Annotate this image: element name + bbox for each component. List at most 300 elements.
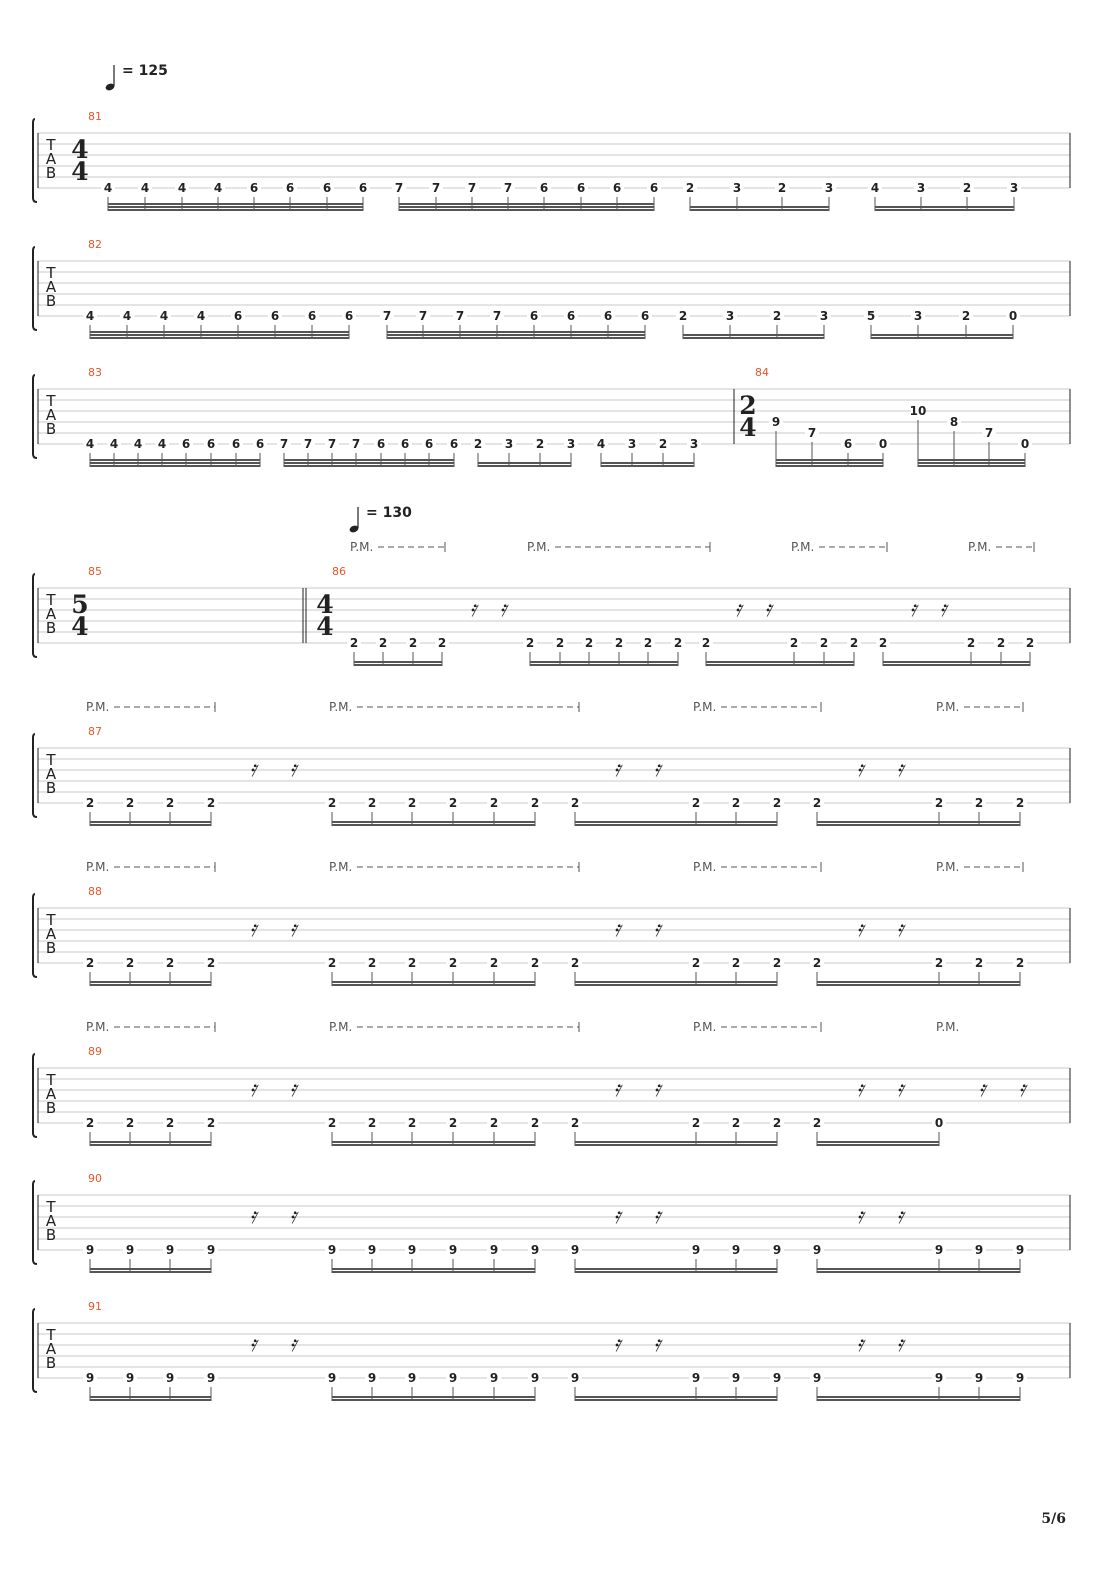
fret-number: 3 (824, 181, 834, 195)
beam (284, 465, 454, 467)
sixteenth-rest: 𝄿 (653, 1077, 661, 1102)
fret-number: 0 (934, 1116, 944, 1130)
fret-number: 2 (530, 796, 540, 810)
fret-number: 2 (206, 796, 216, 810)
measure-number: 81 (88, 110, 102, 123)
fret-number: 2 (85, 796, 95, 810)
beam (354, 661, 442, 663)
measure-number: 85 (88, 565, 102, 578)
time-signature-bottom: 4 (316, 612, 334, 641)
measure-number: 89 (88, 1045, 102, 1058)
beam (108, 206, 363, 208)
tab-clef-letter: T (46, 751, 56, 769)
tab-clef-letter: A (45, 1340, 57, 1358)
time-signature-top: 2 (739, 391, 757, 420)
sixteenth-rest: 𝄿 (909, 597, 917, 622)
fret-number: 9 (812, 1243, 822, 1257)
fret-number: 6 (181, 437, 191, 451)
fret-number: 6 (344, 309, 354, 323)
time-signature-top: 4 (316, 590, 334, 619)
palm-mute-label: P.M. (791, 540, 815, 554)
beam (387, 331, 645, 333)
beam (918, 459, 1025, 461)
sixteenth-rest: 𝄿 (734, 597, 742, 622)
tab-clef-letter: T (46, 392, 56, 410)
tab-clef-letter: B (45, 1099, 57, 1117)
fret-number: 2 (966, 636, 976, 650)
beam (817, 1271, 1020, 1273)
fret-number: 10 (909, 404, 927, 418)
fret-number: 7 (327, 437, 337, 451)
sixteenth-rest: 𝄿 (896, 1332, 904, 1357)
fret-number: 2 (378, 636, 388, 650)
fret-number: 3 (1009, 181, 1019, 195)
beam (90, 1399, 211, 1401)
fret-number: 9 (570, 1243, 580, 1257)
fret-number: 4 (159, 309, 169, 323)
fret-number: 2 (367, 796, 377, 810)
beam (575, 821, 777, 823)
beam (332, 1141, 535, 1143)
sixteenth-rest: 𝄿 (856, 1077, 864, 1102)
staff-system (33, 894, 1070, 977)
fret-number: 2 (125, 956, 135, 970)
fret-number: 2 (437, 636, 447, 650)
fret-number: 2 (772, 309, 782, 323)
tab-clef-letter: B (45, 292, 57, 310)
palm-mute-label: P.M. (527, 540, 551, 554)
system-bracket (33, 574, 37, 657)
fret-number: 3 (732, 181, 742, 195)
fret-number: 6 (249, 181, 259, 195)
sixteenth-rest: 𝄿 (856, 1204, 864, 1229)
beam (817, 824, 1020, 826)
sixteenth-rest: 𝄿 (896, 1204, 904, 1229)
fret-number: 9 (934, 1243, 944, 1257)
beam (478, 462, 571, 464)
beam (332, 1271, 535, 1273)
fret-number: 6 (400, 437, 410, 451)
system-bracket (33, 1181, 37, 1264)
measure-number: 83 (88, 366, 102, 379)
time-signature-bottom: 4 (739, 413, 757, 442)
palm-mute-label: P.M. (86, 700, 110, 714)
beam (601, 465, 694, 467)
time-signature-bottom: 4 (71, 612, 89, 641)
sixteenth-rest: 𝄿 (249, 1332, 257, 1357)
time-signature-top: 4 (71, 135, 89, 164)
beam (90, 1396, 211, 1398)
fret-number: 2 (327, 1116, 337, 1130)
fret-number: 9 (85, 1371, 95, 1385)
palm-mute-label: P.M. (329, 1020, 353, 1034)
fret-number: 6 (649, 181, 659, 195)
fret-number: 2 (658, 437, 668, 451)
beam (683, 337, 824, 339)
beam (875, 209, 1014, 211)
fret-number: 7 (351, 437, 361, 451)
fret-number: 2 (691, 796, 701, 810)
fret-number: 2 (819, 636, 829, 650)
fret-number: 9 (125, 1243, 135, 1257)
sixteenth-rest: 𝄿 (499, 597, 507, 622)
beam (90, 334, 349, 336)
beam (90, 1144, 211, 1146)
fret-number: 3 (504, 437, 514, 451)
tab-clef-letter: T (46, 1071, 56, 1089)
fret-number: 2 (701, 636, 711, 650)
palm-mute-label: P.M. (936, 1020, 960, 1034)
fret-number: 9 (1015, 1243, 1025, 1257)
fret-number: 2 (772, 956, 782, 970)
fret-number: 7 (431, 181, 441, 195)
tab-clef-letter: B (45, 420, 57, 438)
fret-number: 2 (812, 956, 822, 970)
beam (399, 206, 654, 208)
fret-number: 2 (125, 1116, 135, 1130)
tab-clef-letter: A (45, 925, 57, 943)
fret-number: 9 (530, 1243, 540, 1257)
tab-clef-letter: B (45, 939, 57, 957)
fret-number: 9 (489, 1243, 499, 1257)
palm-mute-label: P.M. (693, 1020, 717, 1034)
beam (575, 984, 777, 986)
palm-mute-label: P.M. (936, 700, 960, 714)
fret-number: 2 (849, 636, 859, 650)
beam (883, 661, 1030, 663)
beam (108, 209, 363, 211)
palm-mute-label: P.M. (936, 860, 960, 874)
sixteenth-rest: 𝄿 (249, 757, 257, 782)
measure-number: 82 (88, 238, 102, 251)
beam (690, 209, 829, 211)
palm-mute-label: P.M. (329, 860, 353, 874)
beam (90, 984, 211, 986)
tab-clef-letter: T (46, 264, 56, 282)
fret-number: 6 (358, 181, 368, 195)
fret-number: 6 (233, 309, 243, 323)
staff-system (33, 734, 1070, 817)
beam (817, 981, 1020, 983)
sixteenth-rest: 𝄿 (613, 1204, 621, 1229)
sixteenth-rest: 𝄿 (289, 917, 297, 942)
fret-number: 2 (570, 956, 580, 970)
fret-number: 7 (807, 426, 817, 440)
fret-number: 2 (407, 1116, 417, 1130)
sixteenth-rest: 𝄿 (289, 1332, 297, 1357)
fret-number: 9 (974, 1243, 984, 1257)
fret-number: 7 (467, 181, 477, 195)
fret-number: 6 (322, 181, 332, 195)
time-signature-bottom: 4 (71, 157, 89, 186)
fret-number: 4 (196, 309, 206, 323)
beam (918, 462, 1025, 464)
beam (284, 459, 454, 461)
beam (354, 664, 442, 666)
fret-number: 2 (673, 636, 683, 650)
sixteenth-rest: 𝄿 (1018, 1077, 1026, 1102)
fret-number: 4 (213, 181, 223, 195)
beam (332, 1268, 535, 1270)
sixteenth-rest: 𝄿 (289, 1204, 297, 1229)
measure-number: 91 (88, 1300, 102, 1313)
beam (918, 465, 1025, 467)
sixteenth-rest: 𝄿 (653, 1332, 661, 1357)
beam (875, 206, 1014, 208)
system-bracket (33, 1309, 37, 1392)
beam (690, 206, 829, 208)
tab-clef-letter: A (45, 1085, 57, 1103)
fret-number: 6 (539, 181, 549, 195)
fret-number: 9 (165, 1371, 175, 1385)
palm-mute-label: P.M. (86, 1020, 110, 1034)
beam (399, 209, 654, 211)
sixteenth-rest: 𝄿 (289, 757, 297, 782)
fret-number: 2 (349, 636, 359, 650)
fret-number: 2 (448, 796, 458, 810)
fret-number: 0 (878, 437, 888, 451)
fret-number: 2 (731, 1116, 741, 1130)
sixteenth-rest: 𝄿 (469, 597, 477, 622)
beam (817, 1141, 939, 1143)
fret-number: 6 (424, 437, 434, 451)
fret-number: 6 (843, 437, 853, 451)
fret-number: 6 (285, 181, 295, 195)
fret-number: 9 (206, 1371, 216, 1385)
fret-number: 2 (934, 956, 944, 970)
fret-number: 9 (1015, 1371, 1025, 1385)
beam (575, 1396, 777, 1398)
beam (575, 824, 777, 826)
sixteenth-rest: 𝄿 (978, 1077, 986, 1102)
beam (90, 331, 349, 333)
beam (706, 664, 854, 666)
beam (575, 1271, 777, 1273)
fret-number: 7 (503, 181, 513, 195)
fret-number: 6 (576, 181, 586, 195)
fret-number: 7 (984, 426, 994, 440)
fret-number: 8 (949, 415, 959, 429)
system-bracket (33, 734, 37, 817)
beam (90, 465, 260, 467)
palm-mute-label: P.M. (693, 860, 717, 874)
fret-number: 4 (103, 181, 113, 195)
fret-number: 4 (122, 309, 132, 323)
time-signature-top: 5 (71, 590, 89, 619)
fret-number: 9 (407, 1371, 417, 1385)
beam (90, 824, 211, 826)
tab-clef-letter: A (45, 150, 57, 168)
beam (387, 337, 645, 339)
beam (90, 1141, 211, 1143)
fret-number: 2 (777, 181, 787, 195)
beam (817, 1399, 1020, 1401)
fret-number: 2 (974, 956, 984, 970)
fret-number: 9 (327, 1243, 337, 1257)
tab-clef-letter: A (45, 765, 57, 783)
fret-number: 9 (407, 1243, 417, 1257)
fret-number: 2 (570, 796, 580, 810)
beam (871, 337, 1013, 339)
fret-number: 2 (206, 1116, 216, 1130)
fret-number: 2 (584, 636, 594, 650)
fret-number: 7 (418, 309, 428, 323)
sixteenth-rest: 𝄿 (249, 917, 257, 942)
fret-number: 2 (643, 636, 653, 650)
palm-mute-label: P.M. (350, 540, 374, 554)
beam (90, 981, 211, 983)
fret-number: 4 (870, 181, 880, 195)
fret-number: 2 (1015, 796, 1025, 810)
system-bracket (33, 119, 37, 202)
fret-number: 9 (691, 1243, 701, 1257)
beam (284, 462, 454, 464)
fret-number: 7 (303, 437, 313, 451)
fret-number: 2 (407, 796, 417, 810)
fret-number: 2 (535, 437, 545, 451)
fret-number: 2 (996, 636, 1006, 650)
tab-clef-letter: B (45, 1226, 57, 1244)
beam (817, 1396, 1020, 1398)
tab-clef-letter: B (45, 779, 57, 797)
beam (817, 821, 1020, 823)
fret-number: 9 (85, 1243, 95, 1257)
palm-mute-label: P.M. (329, 700, 353, 714)
staff-system (33, 1309, 1070, 1392)
fret-number: 2 (206, 956, 216, 970)
fret-number: 9 (731, 1243, 741, 1257)
fret-number: 2 (691, 956, 701, 970)
beam (706, 661, 854, 663)
beam (575, 981, 777, 983)
beam (776, 462, 883, 464)
tab-clef-letter: A (45, 278, 57, 296)
sixteenth-rest: 𝄿 (896, 917, 904, 942)
fret-number: 2 (165, 956, 175, 970)
fret-number: 2 (962, 181, 972, 195)
fret-number: 7 (394, 181, 404, 195)
fret-number: 3 (566, 437, 576, 451)
fret-number: 2 (165, 1116, 175, 1130)
fret-number: 2 (555, 636, 565, 650)
beam (332, 984, 535, 986)
fret-number: 6 (206, 437, 216, 451)
sixteenth-rest: 𝄿 (896, 757, 904, 782)
beam (871, 334, 1013, 336)
fret-number: 2 (85, 1116, 95, 1130)
page-number: 5/6 (1041, 1511, 1066, 1527)
fret-number: 6 (449, 437, 459, 451)
fret-number: 2 (448, 956, 458, 970)
sixteenth-rest: 𝄿 (939, 597, 947, 622)
fret-number: 9 (165, 1243, 175, 1257)
fret-number: 2 (489, 796, 499, 810)
fret-number: 3 (916, 181, 926, 195)
fret-number: 2 (878, 636, 888, 650)
fret-number: 2 (570, 1116, 580, 1130)
fret-number: 6 (307, 309, 317, 323)
sixteenth-rest: 𝄿 (856, 917, 864, 942)
fret-number: 2 (961, 309, 971, 323)
staff-system (33, 1181, 1070, 1264)
fret-number: 9 (772, 1243, 782, 1257)
fret-number: 2 (165, 796, 175, 810)
fret-number: 2 (731, 796, 741, 810)
fret-number: 9 (367, 1371, 377, 1385)
fret-number: 9 (570, 1371, 580, 1385)
beam (108, 203, 363, 205)
sixteenth-rest: 𝄿 (896, 1077, 904, 1102)
measure-number: 88 (88, 885, 102, 898)
fret-number: 6 (270, 309, 280, 323)
system-bracket (33, 894, 37, 977)
tab-clef-letter: B (45, 1354, 57, 1372)
beam (90, 462, 260, 464)
fret-number: 4 (140, 181, 150, 195)
fret-number: 6 (231, 437, 241, 451)
beam (776, 465, 883, 467)
tab-clef-letter: T (46, 911, 56, 929)
fret-number: 4 (157, 437, 167, 451)
fret-number: 9 (448, 1243, 458, 1257)
sixteenth-rest: 𝄿 (856, 1332, 864, 1357)
measure-number: 87 (88, 725, 102, 738)
fret-number: 9 (367, 1243, 377, 1257)
fret-number: 7 (492, 309, 502, 323)
tab-clef-letter: A (45, 1212, 57, 1230)
system-bracket (33, 375, 37, 458)
fret-number: 9 (206, 1243, 216, 1257)
fret-number: 2 (85, 956, 95, 970)
beam (90, 1271, 211, 1273)
staff-system (33, 1054, 1070, 1137)
beam (90, 459, 260, 461)
sixteenth-rest: 𝄿 (613, 1332, 621, 1357)
fret-number: 2 (1015, 956, 1025, 970)
fret-number: 6 (529, 309, 539, 323)
fret-number: 4 (133, 437, 143, 451)
tab-clef-letter: A (45, 605, 57, 623)
sixteenth-rest: 𝄿 (289, 1077, 297, 1102)
fret-number: 7 (455, 309, 465, 323)
beam (90, 1268, 211, 1270)
fret-number: 2 (789, 636, 799, 650)
palm-mute-label: P.M. (968, 540, 992, 554)
tab-clef-letter: B (45, 164, 57, 182)
tab-clef-letter: B (45, 619, 57, 637)
fret-number: 2 (525, 636, 535, 650)
fret-number: 9 (812, 1371, 822, 1385)
measure-number: 86 (332, 565, 346, 578)
measure-number: 90 (88, 1172, 102, 1185)
tempo-mark: = 125 (122, 63, 168, 79)
fret-number: 2 (327, 796, 337, 810)
fret-number: 2 (974, 796, 984, 810)
palm-mute-label: P.M. (693, 700, 717, 714)
fret-number: 9 (772, 1371, 782, 1385)
fret-number: 6 (640, 309, 650, 323)
beam (332, 821, 535, 823)
fret-number: 6 (566, 309, 576, 323)
sixteenth-rest: 𝄿 (613, 757, 621, 782)
beam (332, 1144, 535, 1146)
fret-number: 4 (596, 437, 606, 451)
fret-number: 9 (691, 1371, 701, 1385)
fret-number: 4 (109, 437, 119, 451)
fret-number: 2 (408, 636, 418, 650)
fret-number: 2 (685, 181, 695, 195)
fret-number: 2 (731, 956, 741, 970)
